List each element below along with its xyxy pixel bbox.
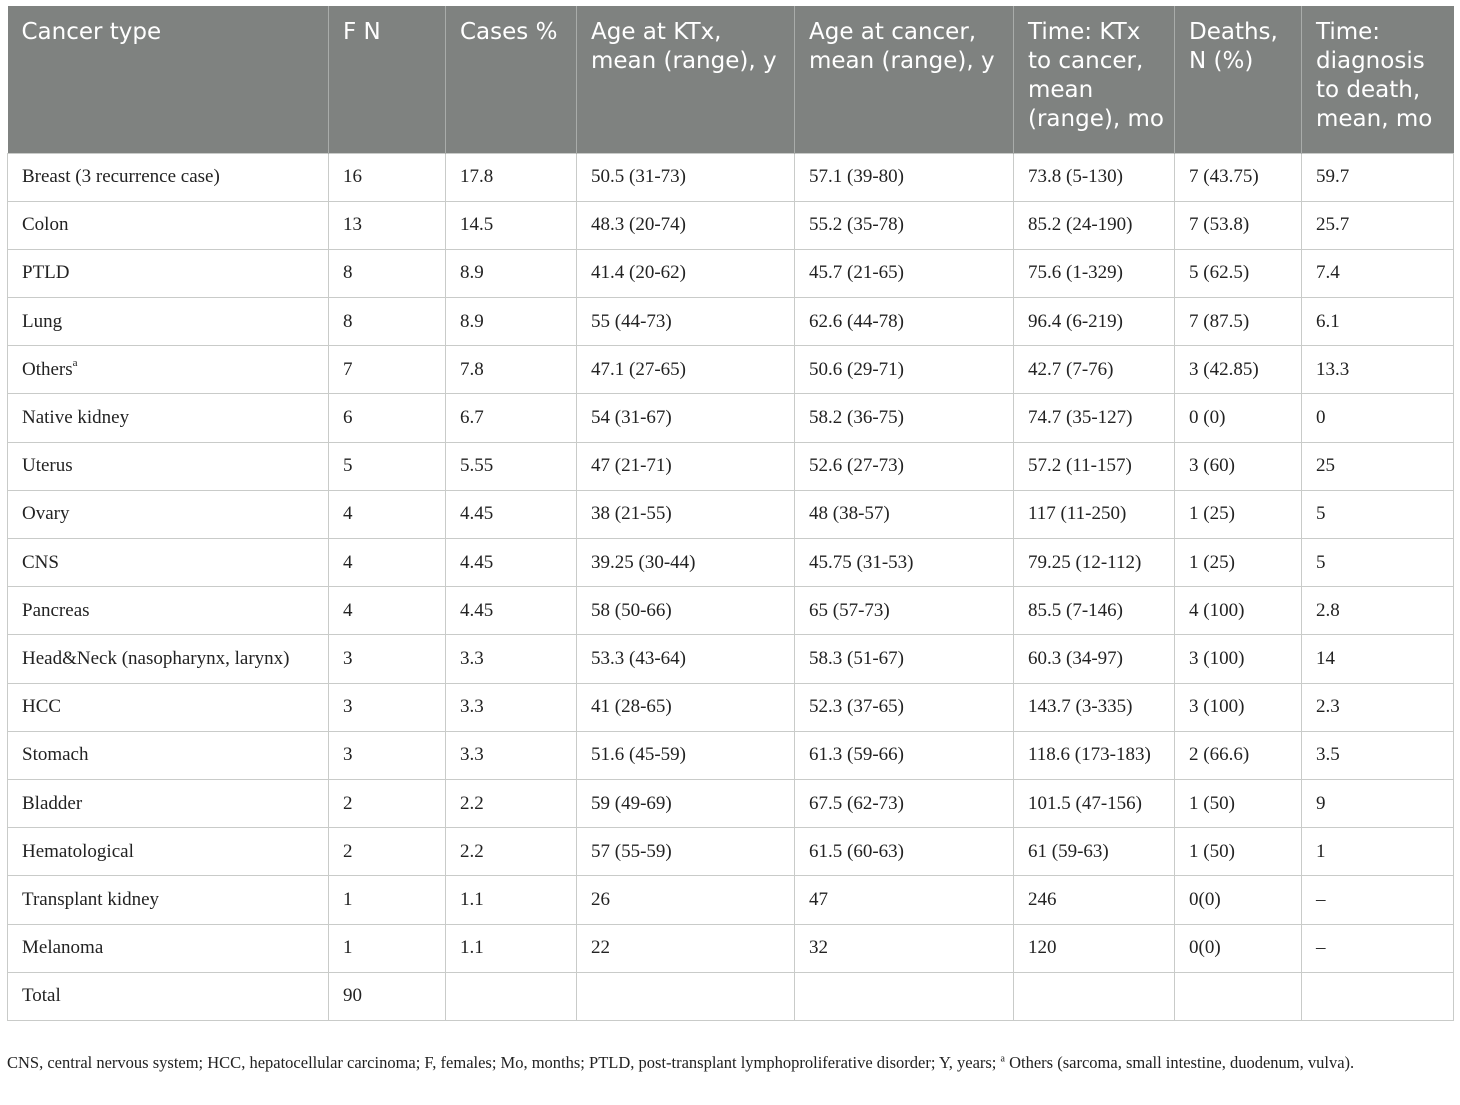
cell-time-diagnosis-to-death: 25: [1302, 442, 1454, 490]
table-row: [8, 539, 1454, 587]
cell-time-ktx-to-cancer: 117 (11-250): [1014, 490, 1175, 538]
cancer-type-label: Ovary: [22, 503, 70, 525]
cell-time-diagnosis-to-death: 59.7: [1302, 153, 1454, 201]
table-row: [8, 346, 1454, 394]
cell-f-n: 2: [329, 779, 446, 827]
table-footnote: [7, 1051, 1453, 1075]
cell-time-diagnosis-to-death: 25.7: [1302, 201, 1454, 249]
cell-age-at-cancer: 61.3 (59-66): [795, 731, 1014, 779]
cell-age-at-ktx: 50.5 (31-73): [577, 153, 795, 201]
cell-deaths: 5 (62.5): [1175, 249, 1302, 297]
cell-f-n: 5: [329, 442, 446, 490]
cell-cases-percent: 3.3: [446, 731, 577, 779]
cell-deaths: 3 (42.85): [1175, 346, 1302, 394]
cell-age-at-ktx: 59 (49-69): [577, 779, 795, 827]
data-table-container: [7, 6, 1453, 1021]
cell-deaths: 1 (50): [1175, 779, 1302, 827]
table-row: [8, 972, 1454, 1020]
cell-cases-percent: 4.45: [446, 539, 577, 587]
cell-time-diagnosis-to-death: 1: [1302, 828, 1454, 876]
cell-cancer-type: [8, 539, 329, 587]
cell-cases-percent: 3.3: [446, 683, 577, 731]
cell-deaths: 3 (100): [1175, 635, 1302, 683]
cell-cancer-type: [8, 876, 329, 924]
cell-f-n: 90: [329, 972, 446, 1020]
cancer-type-label: Uterus: [22, 455, 73, 477]
cancer-type-label: Hematological: [22, 840, 134, 862]
cell-age-at-cancer: 58.3 (51-67): [795, 635, 1014, 683]
footnote-text: CNS, central nervous system; HCC, hepatocellular carcinoma; F, females; Mo, months; PTLD, post-transplant lymphoproliferative disorder; Y, years;: [7, 1053, 1001, 1072]
cell-cancer-type: [8, 298, 329, 346]
table-row: [8, 683, 1454, 731]
cell-age-at-ktx: 57 (55-59): [577, 828, 795, 876]
cell-age-at-ktx: 38 (21-55): [577, 490, 795, 538]
cell-deaths: 1 (50): [1175, 828, 1302, 876]
cell-time-ktx-to-cancer: 60.3 (34-97): [1014, 635, 1175, 683]
cell-cancer-type: [8, 731, 329, 779]
cell-f-n: 1: [329, 876, 446, 924]
cancer-type-label: Pancreas: [22, 599, 90, 621]
cancer-table: [7, 6, 1454, 1021]
header-time-ktx-to-cancer: Time: KTx to cancer, mean (range), mo: [1014, 6, 1175, 153]
footnote-marker: a: [72, 356, 78, 369]
cell-age-at-ktx: 41.4 (20-62): [577, 249, 795, 297]
cell-time-ktx-to-cancer: 75.6 (1-329): [1014, 249, 1175, 297]
cell-age-at-ktx: 22: [577, 924, 795, 972]
cell-deaths: 0 (0): [1175, 394, 1302, 442]
cancer-type-label: Stomach: [22, 744, 89, 766]
cell-cases-percent: 1.1: [446, 924, 577, 972]
cell-deaths: 7 (53.8): [1175, 201, 1302, 249]
cell-cancer-type: [8, 490, 329, 538]
cell-age-at-ktx: 53.3 (43-64): [577, 635, 795, 683]
cancer-type-label: PTLD: [22, 262, 70, 284]
table-row: [8, 394, 1454, 442]
cell-time-diagnosis-to-death: 9: [1302, 779, 1454, 827]
cell-age-at-cancer: 48 (38-57): [795, 490, 1014, 538]
cell-time-ktx-to-cancer: 118.6 (173-183): [1014, 731, 1175, 779]
cell-time-diagnosis-to-death: 2.8: [1302, 587, 1454, 635]
cell-time-ktx-to-cancer: 73.8 (5-130): [1014, 153, 1175, 201]
cell-cases-percent: 8.9: [446, 249, 577, 297]
cell-time-ktx-to-cancer: 85.2 (24-190): [1014, 201, 1175, 249]
cell-age-at-ktx: 48.3 (20-74): [577, 201, 795, 249]
cell-f-n: 4: [329, 539, 446, 587]
cell-f-n: 16: [329, 153, 446, 201]
cell-f-n: 13: [329, 201, 446, 249]
cell-deaths: 4 (100): [1175, 587, 1302, 635]
table-row: [8, 828, 1454, 876]
cell-age-at-cancer: 65 (57-73): [795, 587, 1014, 635]
cell-age-at-ktx: 39.25 (30-44): [577, 539, 795, 587]
cell-time-ktx-to-cancer: 79.25 (12-112): [1014, 539, 1175, 587]
cell-f-n: 4: [329, 490, 446, 538]
cell-time-diagnosis-to-death: –: [1302, 924, 1454, 972]
cell-deaths: 0(0): [1175, 876, 1302, 924]
cell-deaths: 7 (43.75): [1175, 153, 1302, 201]
cell-deaths: 0(0): [1175, 924, 1302, 972]
cancer-type-label: Others: [22, 358, 73, 380]
cell-time-ktx-to-cancer: 101.5 (47-156): [1014, 779, 1175, 827]
cell-deaths: 2 (66.6): [1175, 731, 1302, 779]
cell-time-diagnosis-to-death: 2.3: [1302, 683, 1454, 731]
cell-age-at-ktx: 55 (44-73): [577, 298, 795, 346]
cell-time-ktx-to-cancer: 57.2 (11-157): [1014, 442, 1175, 490]
cell-time-diagnosis-to-death: 5: [1302, 539, 1454, 587]
table-row: [8, 490, 1454, 538]
cancer-type-label: Colon: [22, 214, 69, 236]
cell-cases-percent: 4.45: [446, 490, 577, 538]
header-time-diagnosis-to-death: Time: diagnosis to death, mean, mo: [1302, 6, 1454, 153]
cell-cancer-type: [8, 779, 329, 827]
cell-age-at-cancer: 58.2 (36-75): [795, 394, 1014, 442]
cell-age-at-cancer: 47: [795, 876, 1014, 924]
cell-age-at-cancer: 61.5 (60-63): [795, 828, 1014, 876]
cell-time-ktx-to-cancer: 120: [1014, 924, 1175, 972]
cell-deaths: 7 (87.5): [1175, 298, 1302, 346]
cell-cancer-type: [8, 587, 329, 635]
cell-age-at-cancer: 45.7 (21-65): [795, 249, 1014, 297]
cell-time-diagnosis-to-death: 13.3: [1302, 346, 1454, 394]
header-f-n: F N: [329, 6, 446, 153]
cell-cancer-type: [8, 442, 329, 490]
cell-f-n: 2: [329, 828, 446, 876]
cell-deaths: 1 (25): [1175, 490, 1302, 538]
cell-f-n: 3: [329, 731, 446, 779]
table-row: [8, 635, 1454, 683]
table-row: [8, 587, 1454, 635]
cell-age-at-ktx: 47 (21-71): [577, 442, 795, 490]
cancer-type-label: HCC: [22, 696, 62, 718]
cell-time-diagnosis-to-death: [1302, 972, 1454, 1020]
cell-age-at-cancer: 45.75 (31-53): [795, 539, 1014, 587]
table-row: [8, 201, 1454, 249]
cell-age-at-cancer: 50.6 (29-71): [795, 346, 1014, 394]
header-cancer-type: Cancer type: [8, 6, 329, 153]
cancer-type-label: Melanoma: [22, 937, 104, 959]
cell-cases-percent: 17.8: [446, 153, 577, 201]
table-body: [8, 153, 1454, 1020]
cell-age-at-ktx: 26: [577, 876, 795, 924]
cell-age-at-ktx: 47.1 (27-65): [577, 346, 795, 394]
cell-age-at-ktx: 41 (28-65): [577, 683, 795, 731]
cancer-type-label: Lung: [22, 310, 63, 332]
cell-time-diagnosis-to-death: 3.5: [1302, 731, 1454, 779]
cell-cancer-type: [8, 346, 329, 394]
cell-age-at-cancer: 52.3 (37-65): [795, 683, 1014, 731]
cell-cases-percent: [446, 972, 577, 1020]
cell-f-n: 6: [329, 394, 446, 442]
cell-cancer-type: [8, 249, 329, 297]
cancer-type-label: Head&Neck (nasopharynx, larynx): [22, 647, 290, 669]
cell-time-diagnosis-to-death: 5: [1302, 490, 1454, 538]
cancer-type-label: CNS: [22, 551, 59, 573]
cell-age-at-cancer: [795, 972, 1014, 1020]
cell-cases-percent: 1.1: [446, 876, 577, 924]
table-row: [8, 876, 1454, 924]
cell-cancer-type: [8, 683, 329, 731]
cell-cases-percent: 6.7: [446, 394, 577, 442]
cell-cases-percent: 14.5: [446, 201, 577, 249]
cell-time-diagnosis-to-death: –: [1302, 876, 1454, 924]
cell-time-ktx-to-cancer: 85.5 (7-146): [1014, 587, 1175, 635]
cell-time-ktx-to-cancer: 143.7 (3-335): [1014, 683, 1175, 731]
cell-f-n: 3: [329, 635, 446, 683]
cell-age-at-ktx: 51.6 (45-59): [577, 731, 795, 779]
cell-cancer-type: [8, 635, 329, 683]
cell-age-at-cancer: 62.6 (44-78): [795, 298, 1014, 346]
cell-cases-percent: 8.9: [446, 298, 577, 346]
cell-cancer-type: [8, 201, 329, 249]
cell-f-n: 3: [329, 683, 446, 731]
header-cases-percent: Cases %: [446, 6, 577, 153]
cell-time-diagnosis-to-death: 7.4: [1302, 249, 1454, 297]
cell-age-at-ktx: 58 (50-66): [577, 587, 795, 635]
cell-time-ktx-to-cancer: 42.7 (7-76): [1014, 346, 1175, 394]
table-row: [8, 779, 1454, 827]
table-row: [8, 298, 1454, 346]
cell-age-at-cancer: 57.1 (39-80): [795, 153, 1014, 201]
cell-cases-percent: 3.3: [446, 635, 577, 683]
header-deaths: Deaths, N (%): [1175, 6, 1302, 153]
cell-f-n: 4: [329, 587, 446, 635]
cell-cases-percent: 2.2: [446, 828, 577, 876]
cell-age-at-ktx: 54 (31-67): [577, 394, 795, 442]
cell-cases-percent: 4.45: [446, 587, 577, 635]
cell-deaths: [1175, 972, 1302, 1020]
cell-age-at-cancer: 55.2 (35-78): [795, 201, 1014, 249]
cell-f-n: 8: [329, 298, 446, 346]
footnote-text-others: Others (sarcoma, small intestine, duodenum, vulva).: [1004, 1053, 1355, 1072]
footnote-superscript: a: [1000, 1053, 1005, 1065]
table-row: [8, 153, 1454, 201]
cell-deaths: 3 (100): [1175, 683, 1302, 731]
cell-deaths: 1 (25): [1175, 539, 1302, 587]
cell-time-diagnosis-to-death: 6.1: [1302, 298, 1454, 346]
cancer-type-label: Transplant kidney: [22, 888, 160, 910]
cancer-type-label: Native kidney: [22, 407, 130, 429]
cell-f-n: 1: [329, 924, 446, 972]
cancer-type-label: Bladder: [22, 792, 83, 814]
cell-time-diagnosis-to-death: 0: [1302, 394, 1454, 442]
cancer-type-label: Breast (3 recurrence case): [22, 166, 220, 188]
cell-time-ktx-to-cancer: 61 (59-63): [1014, 828, 1175, 876]
cell-age-at-cancer: 67.5 (62-73): [795, 779, 1014, 827]
table-row: [8, 442, 1454, 490]
table-header-row: [8, 6, 1454, 153]
cell-cancer-type: [8, 153, 329, 201]
cell-time-diagnosis-to-death: 14: [1302, 635, 1454, 683]
table-row: [8, 924, 1454, 972]
cancer-type-label: Total: [22, 985, 61, 1007]
cell-cases-percent: 2.2: [446, 779, 577, 827]
cell-f-n: 8: [329, 249, 446, 297]
cell-time-ktx-to-cancer: 246: [1014, 876, 1175, 924]
cell-time-ktx-to-cancer: 74.7 (35-127): [1014, 394, 1175, 442]
table-row: [8, 249, 1454, 297]
cell-age-at-cancer: 52.6 (27-73): [795, 442, 1014, 490]
table-row: [8, 731, 1454, 779]
cell-time-ktx-to-cancer: 96.4 (6-219): [1014, 298, 1175, 346]
cell-cancer-type: [8, 924, 329, 972]
cell-age-at-cancer: 32: [795, 924, 1014, 972]
cell-deaths: 3 (60): [1175, 442, 1302, 490]
cell-cases-percent: 5.55: [446, 442, 577, 490]
cell-cases-percent: 7.8: [446, 346, 577, 394]
header-age-at-ktx: Age at KTx, mean (range), y: [577, 6, 795, 153]
header-age-at-cancer: Age at cancer, mean (range), y: [795, 6, 1014, 153]
cell-cancer-type: [8, 828, 329, 876]
cell-cancer-type: [8, 394, 329, 442]
cell-time-ktx-to-cancer: [1014, 972, 1175, 1020]
cell-f-n: 7: [329, 346, 446, 394]
cell-age-at-ktx: [577, 972, 795, 1020]
cell-cancer-type: [8, 972, 329, 1020]
